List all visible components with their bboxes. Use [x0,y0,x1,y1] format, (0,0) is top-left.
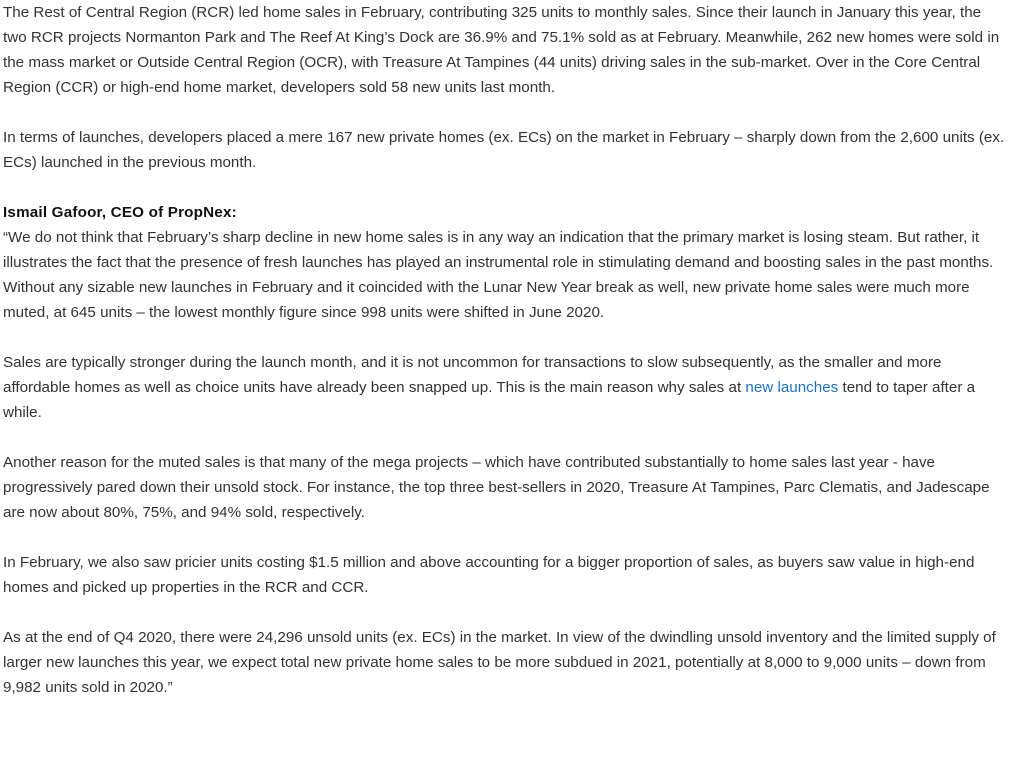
article-body [3,0,1007,725]
speaker-heading [3,200,1007,225]
quote-paragraph-decline: “We do not think that February’s sharp decline in new home sales is in any way an indication that the primary market is losing steam. But rather, it illustrates the fact that the presence of fresh launches has played an instrumental role in stimulating demand and boosting sales in the past months. Without any sizable new launches in February and it coincided with the Lunar New Year break as well, new private home sales were much more muted, at 645 units – the lowest monthly figure since 998 units were shifted in June 2020. [3,229,994,321]
quote-text-after-link: tend to taper after a while. [3,379,976,421]
quote-paragraph-pricier-units: In February, we also saw pricier units costing $1.5 million and above accounting for a bigger proportion of sales, as buyers saw value in high-end homes and picked up properties in the RCR and CCR. [3,554,975,596]
paragraph-rcr-sales: The Rest of Central Region (RCR) led home sales in February, contributing 325 units to monthly sales. Since their launch in January this year, the two RCR projects Normanton Park and The Reef At King’s Dock are 36.9% and 75.1% sold as at February. Meanwhile, 262 new homes were sold in the mass market or Outside Central Region (OCR), with Treasure At Tampines (44 units) driving sales in the sub-market. Over in the Core Central Region (CCR) or high-end home market, developers sold 58 new units last month. [3,4,1000,96]
speaker-name: Ismail Gafoor, CEO of PropNex: [3,204,237,221]
quote-paragraph-outlook: As at the end of Q4 2020, there were 24,296 unsold units (ex. ECs) in the market. In view of the dwindling unsold inventory and the limited supply of larger new launches this year, we expect total new private home sales to be more subdued in 2021, potentially at 8,000 to 9,000 units – down from 9,982 units sold in 2020.” [3,629,996,696]
quote-paragraph-launch-month [3,350,1007,425]
quote-text-before-link: Sales are typically stronger during the launch month, and it is not uncommon for transactions to slow subsequently, as the smaller and more affordable homes as well as choice units have already been snapped up. This is the main reason why sales at [3,354,942,396]
new-launches-link[interactable]: new launches [745,379,839,396]
paragraph-launches: In terms of launches, developers placed a mere 167 new private homes (ex. ECs) on the market in February – sharply down from the 2,600 units (ex. ECs) launched in the previous month. [3,129,1005,171]
quote-paragraph-mega-projects: Another reason for the muted sales is that many of the mega projects – which have contributed substantially to home sales last year - have progressively pared down their unsold stock. For instance, the top three best-sellers in 2020, Treasure At Tampines, Parc Clematis, and Jadescape are now about 80%, 75%, and 94% sold, respectively. [3,454,990,521]
